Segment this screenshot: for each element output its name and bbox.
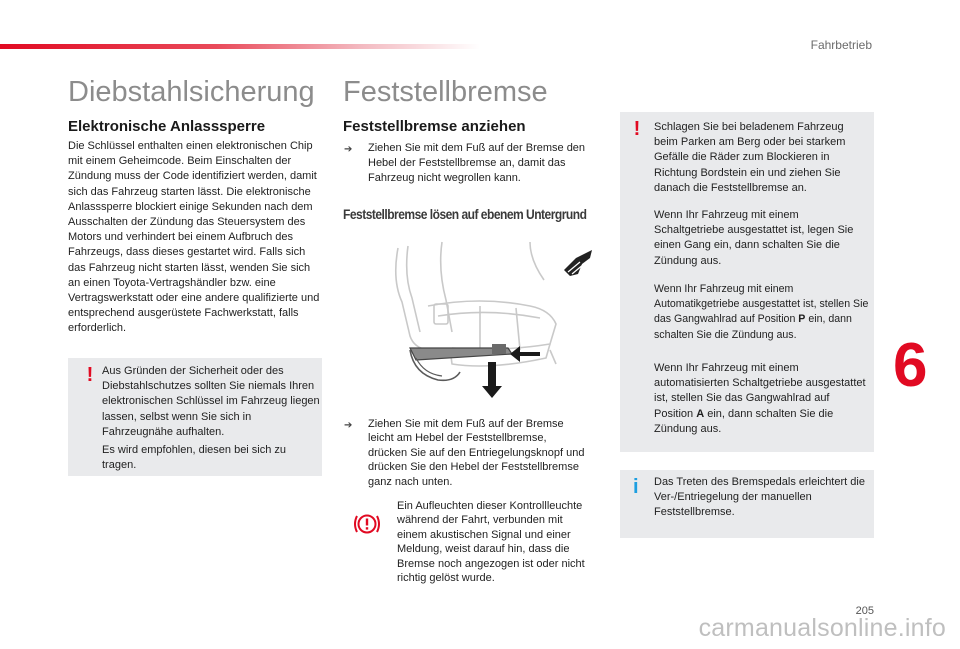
section-label: Fahrbetrieb	[810, 38, 872, 52]
automatic-gearbox-text	[654, 282, 872, 343]
chapter-number: 6	[893, 331, 928, 400]
key-warning-text-1: Aus Gründen der Sicherheit oder des Diebstahlschutzes sollten Sie niemals Ihren elektronischen Schlüssel im Fahrzeug liegen lassen, selbst wenn Sie sich in Fahrzeugnähe aufhalten.	[102, 365, 320, 438]
automatic-gearbox-text-a: Wenn Ihr Fahrzeug mit einem Automatikgetriebe ausgestattet ist, stellen Sie das Gangwahlrad auf Position	[654, 283, 869, 326]
automatic-gearbox-text-b: ein, dann schalten Sie die Zündung aus.	[654, 313, 852, 341]
bullet-arrow-icon-2: ➔	[344, 420, 353, 431]
immobilizer-paragraph: Die Schlüssel enthalten einen elektronischen Chip mit einem Geheimcode. Beim Einschalten der Zündung muss der Code identifiziert werden, damit sich das Fahrzeug starten lässt. Die elektronische Anlasssperre blockiert einige Sekunden nach dem Ausschalten der Zündung das Steuersystem des Motors und verhindert bei einem Aufbruch des Fahrzeugs, dass dieses gestartet wird. Falls sich das Fahrzeug nicht starten lässt, wenden Sie sich an einen Toyota-Vertragshändler bzw. eine Vertragswerkstatt oder eine andere qualifizierte und entsprechend ausgerüstete Fachwerkstatt, falls erforderlich.	[68, 140, 320, 335]
automated-gearbox-text-a: Wenn Ihr Fahrzeug mit einem automatisierten Schaltgetriebe ausgestattet ist, stellen Sie das Gangwahlrad auf Position	[654, 362, 866, 420]
seat-and-lever-drawing	[380, 240, 572, 402]
automated-gearbox-text-b: ein, dann schalten Sie die Zündung aus.	[654, 407, 834, 435]
automated-gearbox-text	[654, 361, 870, 437]
page-title-feststellbremse: Feststellbremse	[343, 76, 548, 108]
watermark: carmanualsonline.info	[698, 614, 946, 642]
bullet-arrow-icon: ➔	[344, 144, 353, 155]
warning-light-text: Ein Aufleuchten dieser Kontrollleuchte während der Fahrt, verbunden mit einem akustischen Signal und einer Meldung, weist darauf hin, dass die Bremse noch angezogen ist oder nicht richtig gelöst wurde.	[397, 500, 585, 585]
warning-icon: !	[86, 364, 94, 386]
gear-position-p: P	[798, 313, 806, 326]
info-icon: i	[633, 476, 639, 498]
page-number: 205	[855, 605, 874, 617]
heading-apply-brake: Feststellbremse anziehen	[343, 118, 526, 135]
parking-warning-box	[620, 112, 874, 452]
foot-icon-shape	[562, 248, 594, 278]
page-title-diebstahlsicherung: Diebstahlsicherung	[68, 76, 315, 108]
parking-brake-illustration	[380, 240, 572, 402]
release-brake-text: Ziehen Sie mit dem Fuß auf der Bremse leicht am Hebel der Feststellbremse, drücken Sie auf den Entriegelungsknopf und drücken Sie den Hebel der Feststellbremse ganz nach unten.	[368, 418, 585, 488]
manual-gearbox-text: Wenn Ihr Fahrzeug mit einem Schaltgetriebe ausgestattet ist, legen Sie einen Gang ein, dann schalten Sie die Zündung aus.	[654, 209, 854, 267]
brake-warning-icon	[353, 510, 381, 538]
info-box	[620, 470, 874, 538]
slope-parking-text: Schlagen Sie bei beladenem Fahrzeug beim Parken am Berg oder bei starkem Gefälle die Räder zum Blockieren in Richtung Bordstein ein und ziehen Sie danach die Feststellbremse an.	[654, 121, 846, 194]
key-warning-text-2: Es wird empfohlen, diesen bei sich zu tragen.	[102, 444, 287, 472]
apply-brake-text: Ziehen Sie mit dem Fuß auf der Bremse den Hebel der Feststellbremse an, damit das Fahrzeug nicht wegrollen kann.	[368, 142, 586, 185]
heading-release-brake: Feststellbremse lösen auf ebenem Untergrund	[343, 206, 587, 222]
info-text: Das Treten des Bremspedals erleichtert die Ver-/Entriegelung der manuellen Feststellbremse.	[654, 476, 865, 519]
brake-warning-symbol	[353, 510, 381, 538]
subtitle-anlasssperre: Elektronische Anlasssperre	[68, 118, 266, 135]
key-warning-box	[68, 358, 322, 476]
foot-pedal-icon	[562, 248, 594, 278]
gear-position-a: A	[696, 407, 705, 420]
header-accent-bar	[0, 44, 480, 49]
warning-icon-right: !	[633, 118, 641, 140]
